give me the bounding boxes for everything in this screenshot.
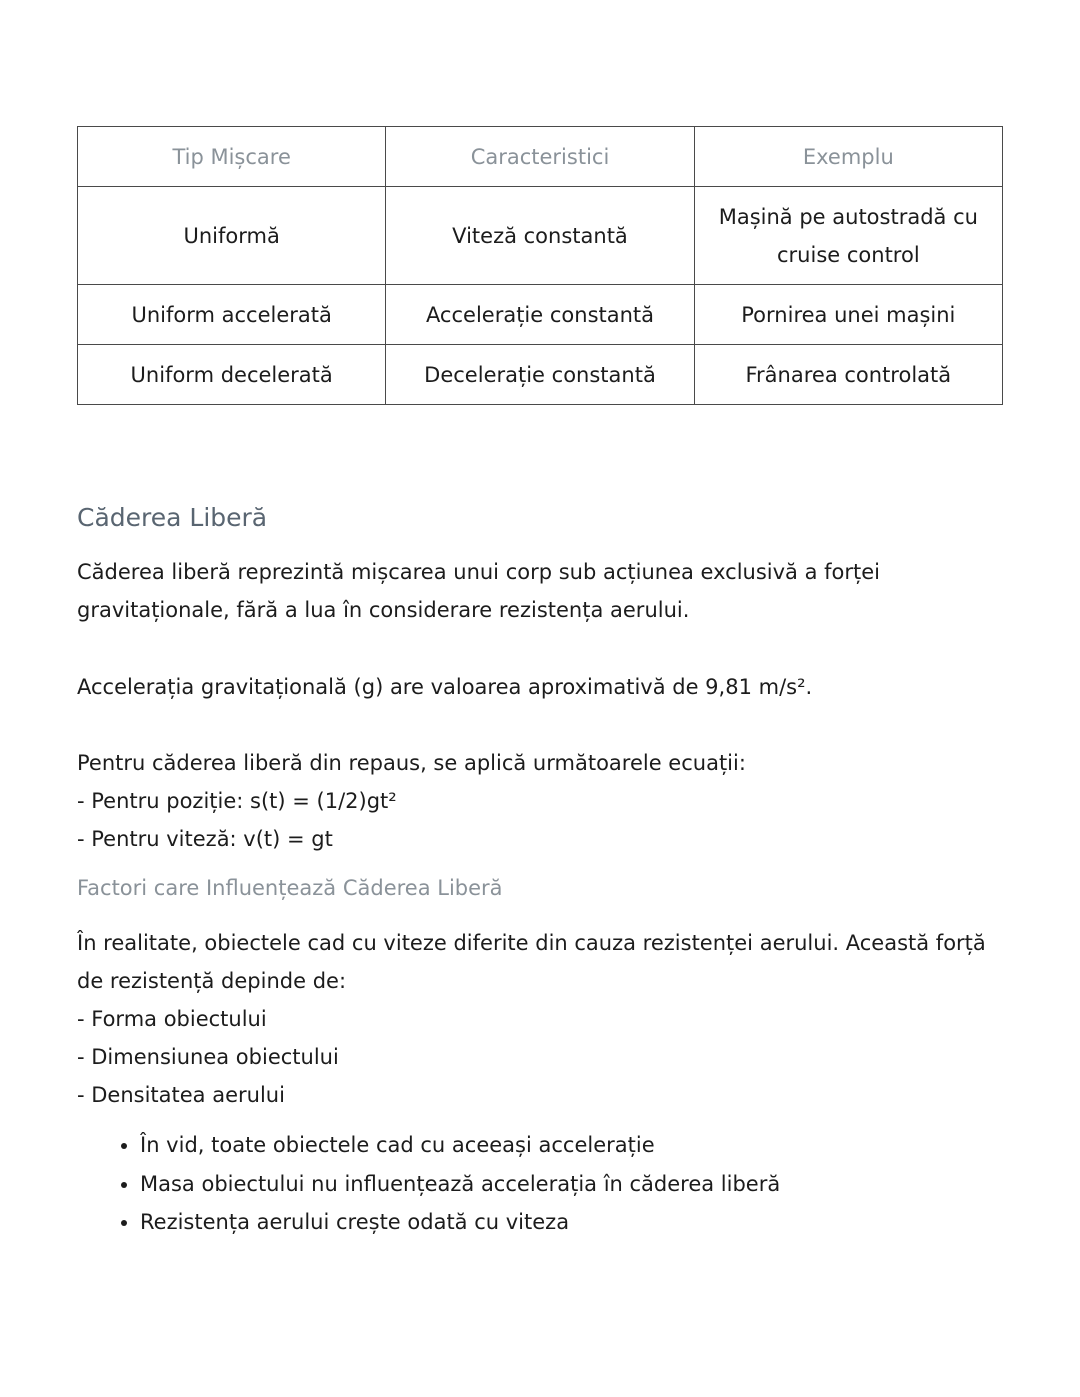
header-exemplu: Exemplu <box>694 127 1002 187</box>
factors-block <box>77 924 1007 1114</box>
table-row <box>78 187 1003 285</box>
table-row <box>78 345 1003 405</box>
equations-intro: Pentru căderea liberă din repaus, se aplică următoarele ecuații: <box>77 751 746 775</box>
table-cell: Frânarea controlată <box>694 345 1002 405</box>
table-cell: Decelerație constantă <box>386 345 694 405</box>
definition-paragraph: Căderea liberă reprezintă mișcarea unui corp sub acțiunea exclusivă a forței gravitaționale, fără a lua în considerare rezistența aerului. <box>77 560 881 622</box>
section-title: Căderea Liberă <box>77 503 268 532</box>
equation-velocity: - Pentru viteză: v(t) = gt <box>77 827 333 851</box>
motion-types-table <box>77 126 1003 405</box>
factors-intro: În realitate, obiectele cad cu viteze diferite din cauza rezistenței aerului. Această forță de rezistență depinde de: <box>77 931 986 993</box>
factor-item: - Dimensiunea obiectului <box>77 1045 339 1069</box>
header-caracteristici: Caracteristici <box>386 127 694 187</box>
subsection-title: Factori care Influențează Căderea Liberă <box>77 876 503 900</box>
equations-block <box>77 744 1017 858</box>
table-cell: Uniform decelerată <box>78 345 386 405</box>
factor-item: - Densitatea aerului <box>77 1083 285 1107</box>
table-cell: Mașină pe autostradă cu cruise control <box>694 187 1002 285</box>
header-tip-miscare: Tip Mișcare <box>78 127 386 187</box>
table-header-row <box>78 127 1003 187</box>
factor-item: - Forma obiectului <box>77 1007 267 1031</box>
table-cell: Viteză constantă <box>386 187 694 285</box>
list-item: • În vid, toate obiectele cad cu aceeași accelerație <box>140 1126 780 1165</box>
table-cell: Pornirea unei mașini <box>694 285 1002 345</box>
table-cell: Accelerație constantă <box>386 285 694 345</box>
table-row <box>78 285 1003 345</box>
equation-position: - Pentru poziție: s(t) = (1/2)gt² <box>77 789 397 813</box>
table-cell: Uniform accelerată <box>78 285 386 345</box>
gravity-paragraph: Accelerația gravitațională (g) are valoarea aproximativă de 9,81 m/s². <box>77 675 813 699</box>
list-item: • Rezistența aerului crește odată cu viteza <box>140 1203 780 1242</box>
table-cell: Uniformă <box>78 187 386 285</box>
list-item: • Masa obiectului nu influențează accelerația în căderea liberă <box>140 1165 780 1204</box>
facts-bullet-list <box>110 1126 780 1242</box>
